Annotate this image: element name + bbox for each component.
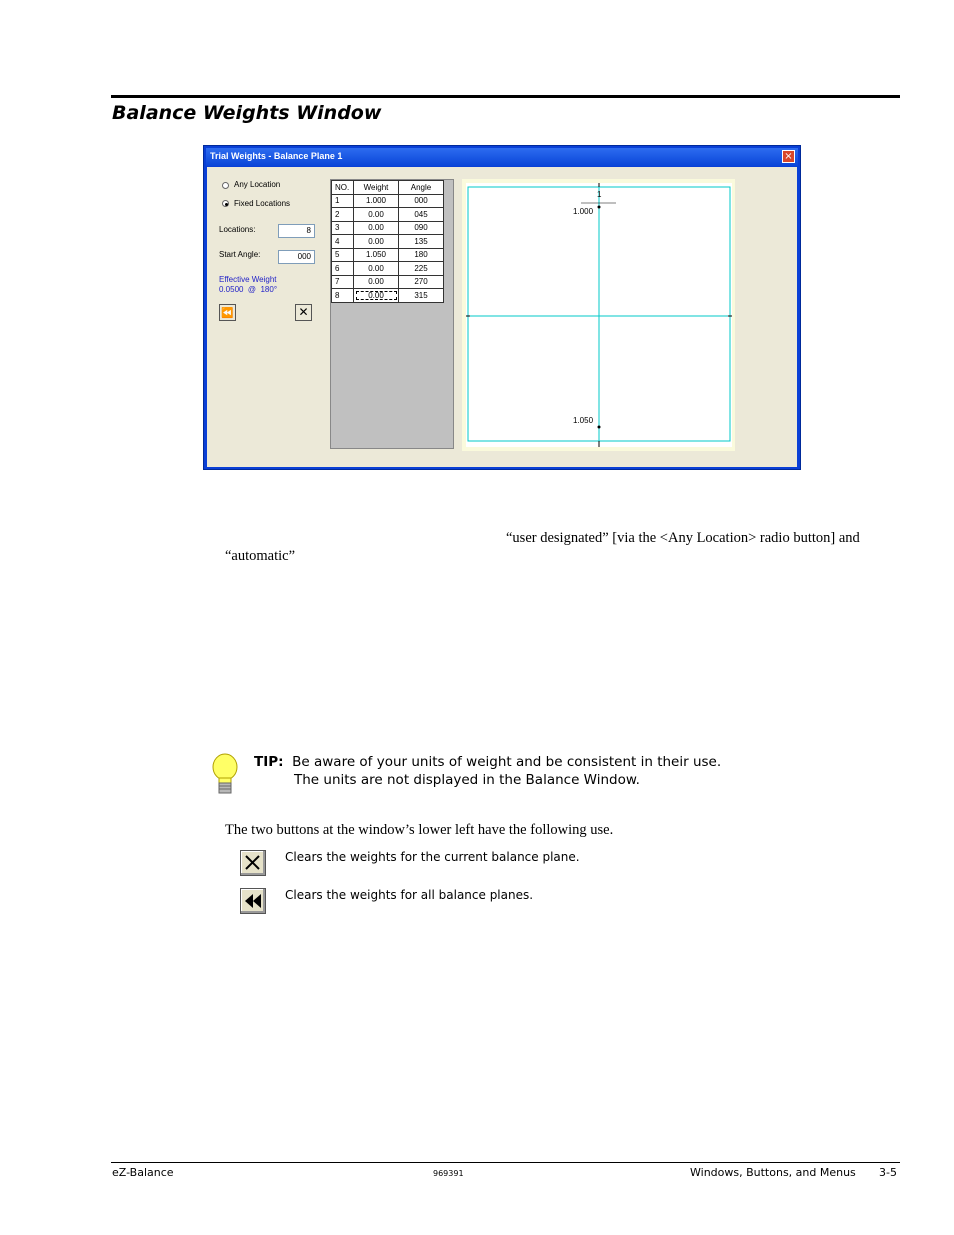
start-angle-label: Start Angle: [219, 250, 261, 259]
cell-no: 3 [332, 221, 354, 235]
footer-center: 969391 [433, 1169, 464, 1178]
paragraph1-line1: “user designated” [via the <Any Location> radio button] and [506, 530, 860, 546]
tip-label: TIP: [254, 754, 284, 770]
table-row [332, 221, 444, 235]
clear-all-button-illustration [240, 888, 266, 914]
locations-label: Locations: [219, 225, 256, 234]
table-row [332, 235, 444, 249]
lightbulb-icon [211, 752, 241, 796]
clear-plane-button-illustration [240, 850, 266, 876]
cell-no: 8 [332, 289, 354, 303]
effective-weight-label: Effective Weight [219, 275, 277, 284]
weight-marker-1 [598, 206, 601, 209]
table-row [332, 208, 444, 222]
table-row [332, 289, 444, 303]
cell-angle[interactable]: 315 [399, 289, 444, 303]
any-location-label: Any Location [234, 180, 281, 189]
clear-plane-button[interactable] [295, 304, 312, 321]
footer-page: 3-5 [879, 1166, 897, 1179]
rewind-icon: ⏪ [221, 308, 234, 319]
cell-angle[interactable]: 090 [399, 221, 444, 235]
header-weight: Weight [354, 181, 399, 195]
footer-left: eZ-Balance [112, 1166, 174, 1179]
any-location-radio[interactable] [222, 182, 229, 189]
cell-weight[interactable]: 0.00 [354, 208, 399, 222]
tip-text-1: Be aware of your units of weight and be consistent in their use. [292, 754, 722, 770]
cell-no: 2 [332, 208, 354, 222]
heading-rule [111, 95, 900, 98]
clear-all-icon [241, 889, 265, 913]
plot-area [466, 183, 732, 447]
cell-no: 5 [332, 248, 354, 262]
plot-svg [466, 183, 732, 447]
locations-input[interactable]: 8 [278, 224, 315, 238]
weight-marker-5 [598, 426, 601, 429]
footer-right: Windows, Buttons, and Menus [690, 1166, 856, 1179]
table-row [332, 275, 444, 289]
cell-angle[interactable]: 270 [399, 275, 444, 289]
cell-angle[interactable]: 225 [399, 262, 444, 276]
window-title: Trial Weights - Balance Plane 1 [210, 151, 343, 161]
window-titlebar [206, 148, 798, 166]
cell-weight[interactable]: 0.00 [354, 275, 399, 289]
tip-line1 [254, 754, 721, 770]
cell-weight[interactable]: 0.00 [354, 262, 399, 276]
bottom-weight-label: 1.050 [573, 416, 594, 425]
clear-plane-description: Clears the weights for the current balance plane. [285, 850, 580, 864]
top-marker-label: 1 [597, 190, 602, 199]
balance-plot [462, 179, 735, 451]
header-angle: Angle [399, 181, 444, 195]
table-header-row [332, 181, 444, 195]
cell-angle[interactable]: 045 [399, 208, 444, 222]
effective-weight-value: 0.0500 @ 180° [219, 285, 278, 294]
cell-weight[interactable]: 1.000 [354, 194, 399, 208]
footer-rule [111, 1162, 900, 1163]
cell-weight[interactable]: 0.00 [354, 221, 399, 235]
start-angle-input[interactable]: 000 [278, 250, 315, 264]
cell-angle[interactable]: 000 [399, 194, 444, 208]
weights-grid-panel [330, 179, 454, 449]
cell-weight[interactable]: 1.050 [354, 248, 399, 262]
header-no: NO. [332, 181, 354, 195]
tip-text-2: The units are not displayed in the Balance Window. [294, 772, 640, 788]
cell-weight[interactable]: 0.00 [354, 289, 399, 303]
close-icon[interactable]: × [782, 150, 795, 163]
cell-no: 7 [332, 275, 354, 289]
cell-weight[interactable]: 0.00 [354, 235, 399, 249]
clear-all-description: Clears the weights for all balance planes. [285, 888, 534, 902]
cell-angle[interactable]: 180 [399, 248, 444, 262]
x-icon: ✕ [298, 305, 309, 319]
buttons-intro: The two buttons at the window’s lower left have the following use. [225, 822, 614, 838]
trial-weights-window [203, 145, 801, 470]
cell-no: 1 [332, 194, 354, 208]
table-row [332, 194, 444, 208]
fixed-locations-label: Fixed Locations [234, 199, 291, 208]
paragraph1-line2: “automatic” [225, 548, 296, 564]
weights-table [331, 180, 444, 303]
fixed-locations-radio[interactable] [222, 200, 229, 207]
table-row [332, 248, 444, 262]
cell-no: 4 [332, 235, 354, 249]
window-body [207, 167, 797, 467]
clear-plane-icon [241, 851, 265, 875]
top-weight-label: 1.000 [573, 207, 594, 216]
table-row [332, 262, 444, 276]
section-heading: Balance Weights Window [112, 102, 382, 124]
cell-no: 6 [332, 262, 354, 276]
cell-angle[interactable]: 135 [399, 235, 444, 249]
clear-all-button[interactable] [219, 304, 236, 321]
